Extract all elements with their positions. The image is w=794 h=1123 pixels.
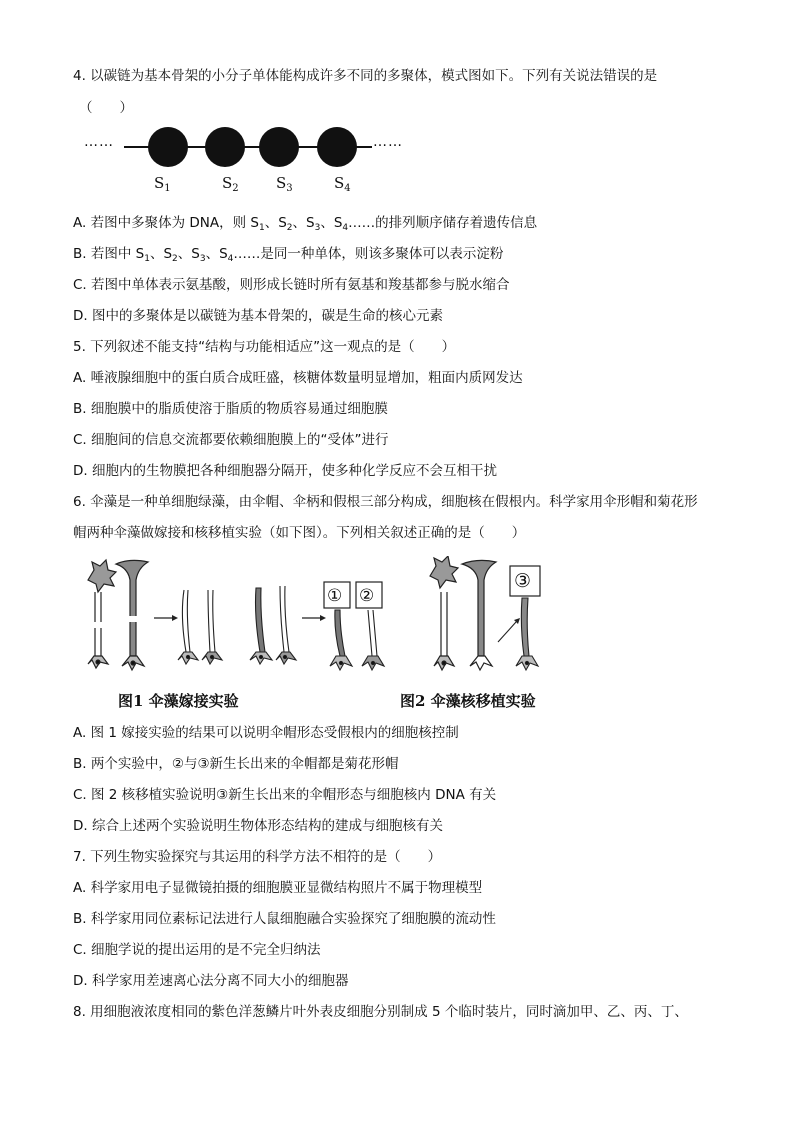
fig2-crenulated-alga (430, 556, 458, 670)
result-label-1: ① (327, 586, 343, 606)
acetabularia-drawing (80, 556, 580, 681)
q5-option-c: C. 细胞间的信息交流都要依赖细胞膜上的“受体”进行 (73, 432, 389, 448)
q5-option-b: B. 细胞膜中的脂质使溶于脂质的物质容易通过细胞膜 (73, 401, 388, 417)
result-label-3: ③ (514, 570, 532, 592)
q6-stem-line1: 6. 伞藻是一种单细胞绿藻，由伞帽、伞柄和假根三部分构成，细胞核在假根内。科学家用伞形帽和菊花形 (73, 494, 698, 510)
q6-option-b: B. 两个实验中，②与③新生长出来的伞帽都是菊花形帽 (73, 756, 399, 772)
fig2-caption: 图2 伞藻核移植实验 (400, 692, 536, 710)
q4-option-a: A. 若图中多聚体为 DNA，则 $S_1$、$S_2$、$S_3$、$S_4\dots\dots$的排列顺序储存着遗传信息 (73, 215, 538, 233)
q6-stem-line2: 帽两种伞藻做嫁接和核移植实验（如下图）。下列相关叙述正确的是（ ） (73, 525, 526, 541)
q4-option-c: C. 若图中单体表示氨基酸，则形成长链时所有氨基和羧基都参与脱水缩合 (73, 277, 510, 293)
q4-stem-line1: 4. 以碳链为基本骨架的小分子单体能构成许多不同的多聚体，模式图如下。下列有关说法错误的是 (73, 68, 658, 84)
q4-option-b: B. 若图中 $S_1$、$S_2$、$S_3$、$S_4\dots\dots$是同一种单体，则该多聚体可以表示淀粉 (73, 246, 504, 264)
acetabularia-figure (80, 556, 580, 686)
fig1-grown-stalks (250, 586, 296, 664)
q6-option-d: D. 综合上述两个实验说明生物体形态结构的建成与细胞核有关 (73, 818, 443, 834)
q7-option-d: D. 科学家用差速离心法分离不同大小的细胞器 (73, 973, 349, 989)
q5-stem: 5. 下列叙述不能支持“结构与功能相适应”这一观点的是（ ） (73, 339, 456, 355)
fig1-umbrella-alga (116, 560, 148, 670)
polymer-dots-left: …… (84, 134, 114, 150)
q6-option-c: C. 图 2 核移植实验说明③新生长出来的伞帽形态与细胞核内 DNA 有关 (73, 787, 497, 803)
monomer-s1 (148, 127, 188, 167)
q7-option-b: B. 科学家用同位素标记法进行人鼠细胞融合实验探究了细胞膜的流动性 (73, 911, 496, 927)
label-s1: $S_1$ (154, 174, 171, 194)
q8-stem-line1: 8. 用细胞液浓度相同的紫色洋葱鳞片叶外表皮细胞分别制成 5 个临时装片，同时滴加甲、乙、丙、丁、 (73, 1004, 688, 1020)
fig1-grafted-stalks (178, 590, 222, 664)
q7-stem: 7. 下列生物实验探究与其运用的科学方法不相符的是（ ） (73, 849, 442, 865)
label-s2: $S_2$ (222, 174, 239, 194)
q5-option-a: A. 唾液腺细胞中的蛋白质合成旺盛，核糖体数量明显增加，粗面内质网发达 (73, 370, 523, 386)
fig2-umbrella-alga (462, 560, 496, 670)
result-label-2: ② (359, 586, 375, 606)
monomer-s3 (259, 127, 299, 167)
monomer-s2 (205, 127, 245, 167)
label-s3: $S_3$ (276, 174, 293, 194)
q6-option-a: A. 图 1 嫁接实验的结果可以说明伞帽形态受假根内的细胞核控制 (73, 725, 459, 741)
monomer-s4 (317, 127, 357, 167)
q4-stem-line2: （ ） (79, 100, 133, 116)
fig1-crenulated-alga (88, 560, 116, 668)
q5-option-d: D. 细胞内的生物膜把各种细胞器分隔开，使多种化学反应不会互相干扰 (73, 463, 497, 479)
q7-option-c: C. 细胞学说的提出运用的是不完全归纳法 (73, 942, 321, 958)
fig1-caption: 图1 伞藻嫁接实验 (118, 692, 239, 710)
polymer-figure (80, 122, 420, 197)
q4-option-d: D. 图中的多聚体是以碳链为基本骨架的，碳是生命的核心元素 (73, 308, 443, 324)
fig1-result-stalks (330, 610, 384, 670)
polymer-dots-right: …… (373, 134, 403, 150)
fig2-result-stalk (516, 598, 538, 670)
polymer-chain (80, 122, 420, 172)
label-s4: $S_4$ (334, 174, 351, 194)
q7-option-a: A. 科学家用电子显微镜拍摄的细胞膜亚显微结构照片不属于物理模型 (73, 880, 483, 896)
